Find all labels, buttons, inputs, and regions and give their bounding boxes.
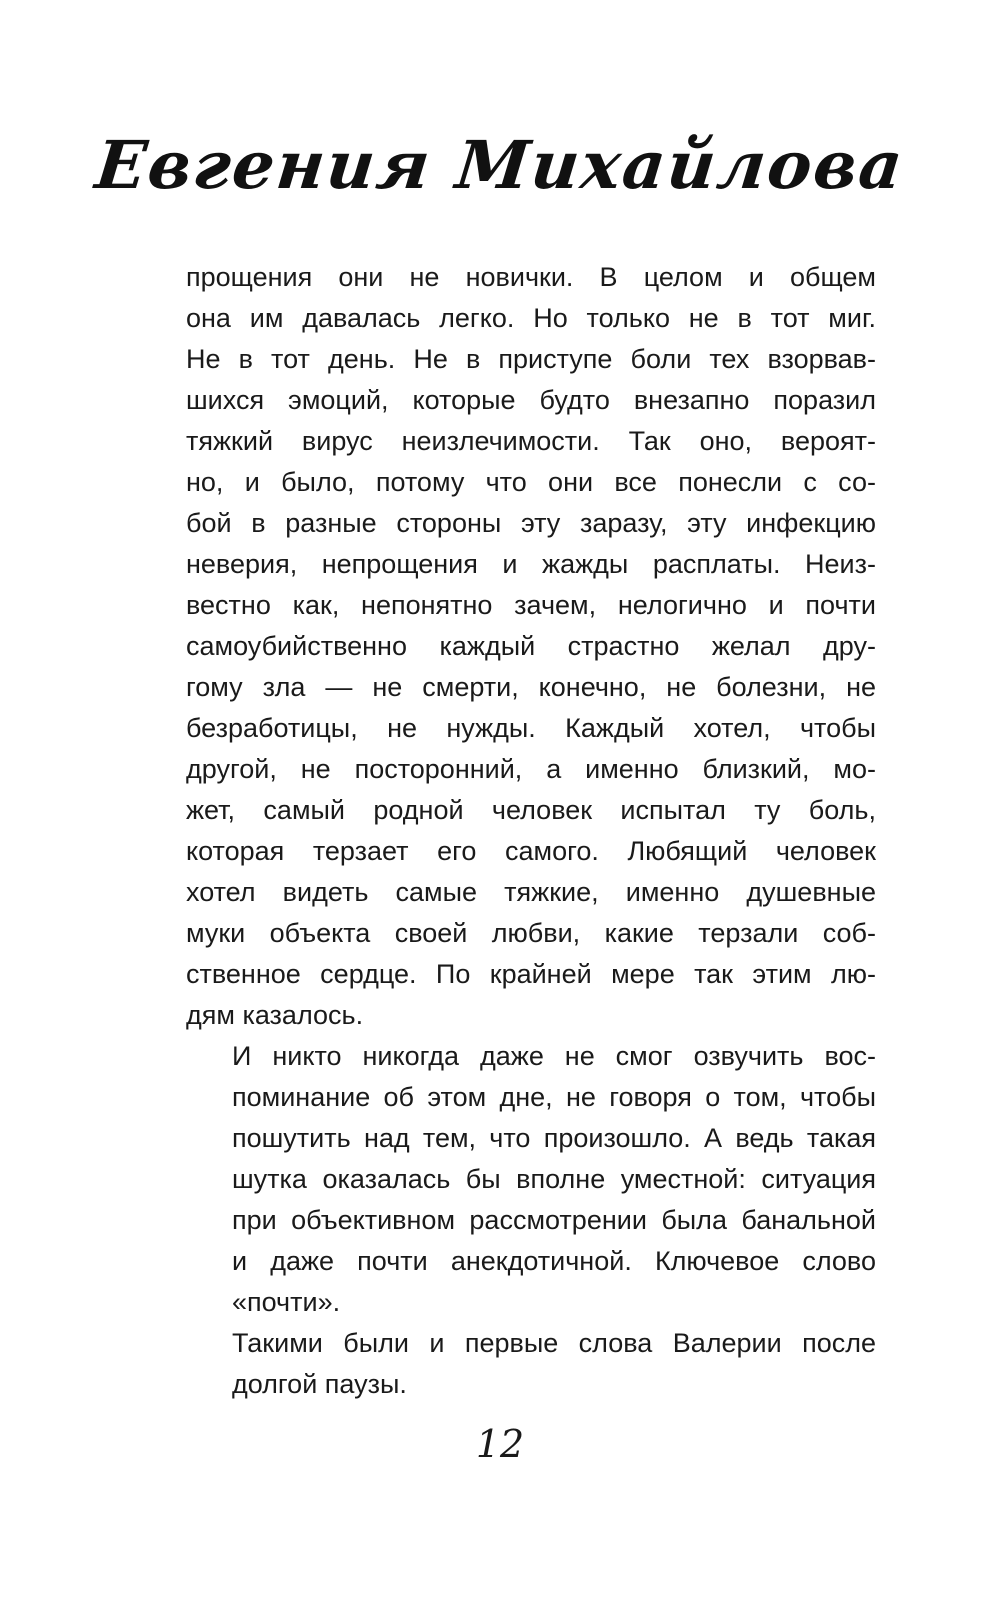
paragraph-1: [186, 257, 876, 1036]
paragraph-2: [186, 1036, 876, 1323]
text-line: хотел видеть самые тяжкие, именно душевные: [186, 877, 876, 907]
text-line: тяжкий вирус неизлечимости. Так оно, вероят-: [186, 426, 876, 456]
text-line: но, и было, потому что они все понесли с со-: [186, 467, 876, 497]
text-line: жет, самый родной человек испытал ту боль,: [186, 795, 876, 825]
text-line: муки объекта своей любви, какие терзали соб-: [186, 918, 876, 948]
text-line: бой в разные стороны эту заразу, эту инфекцию: [186, 508, 876, 538]
text-line: Не в тот день. Не в приступе боли тех взорвав-: [186, 344, 876, 374]
text-line: неверия, непрощения и жажды расплаты. Неиз-: [186, 549, 876, 579]
text-line: долгой паузы.: [232, 1369, 407, 1399]
text-line: самоубийственно каждый страстно желал дру-: [186, 631, 876, 661]
page-number: 12: [475, 1422, 525, 1466]
text-line: «почти».: [232, 1287, 341, 1317]
running-head-author: Евгения Михайлова: [91, 126, 909, 204]
text-line: другой, не посторонний, а именно близкий, мо-: [186, 754, 876, 784]
text-line: шихся эмоций, которые будто внезапно поразил: [186, 385, 876, 415]
text-line: И никто никогда даже не смог озвучить вос-: [232, 1041, 876, 1071]
text-line: шутка оказалась бы вполне уместной: ситуация: [232, 1164, 876, 1194]
text-line: ственное сердце. По крайней мере так этим лю-: [186, 959, 876, 989]
body-text: [186, 257, 876, 1405]
text-line: Такими были и первые слова Валерии после: [232, 1328, 876, 1358]
text-line: которая терзает его самого. Любящий человек: [186, 836, 876, 866]
text-line: пошутить над тем, что произошло. А ведь такая: [232, 1123, 876, 1153]
text-line: и даже почти анекдотичной. Ключевое слово: [232, 1246, 876, 1276]
text-line: прощения они не новички. В целом и общем: [186, 262, 876, 292]
text-line: гому зла — не смерти, конечно, не болезни, не: [186, 672, 876, 702]
text-line: дям казалось.: [186, 1000, 364, 1030]
text-line: вестно как, непонятно зачем, нелогично и почти: [186, 590, 876, 620]
text-line: она им давалась легко. Но только не в тот миг.: [186, 303, 876, 333]
paragraph-3: [186, 1323, 876, 1405]
text-line: при объективном рассмотрении была банальной: [232, 1205, 876, 1235]
text-line: поминание об этом дне, не говоря о том, чтобы: [232, 1082, 876, 1112]
text-line: безработицы, не нужды. Каждый хотел, чтобы: [186, 713, 876, 743]
